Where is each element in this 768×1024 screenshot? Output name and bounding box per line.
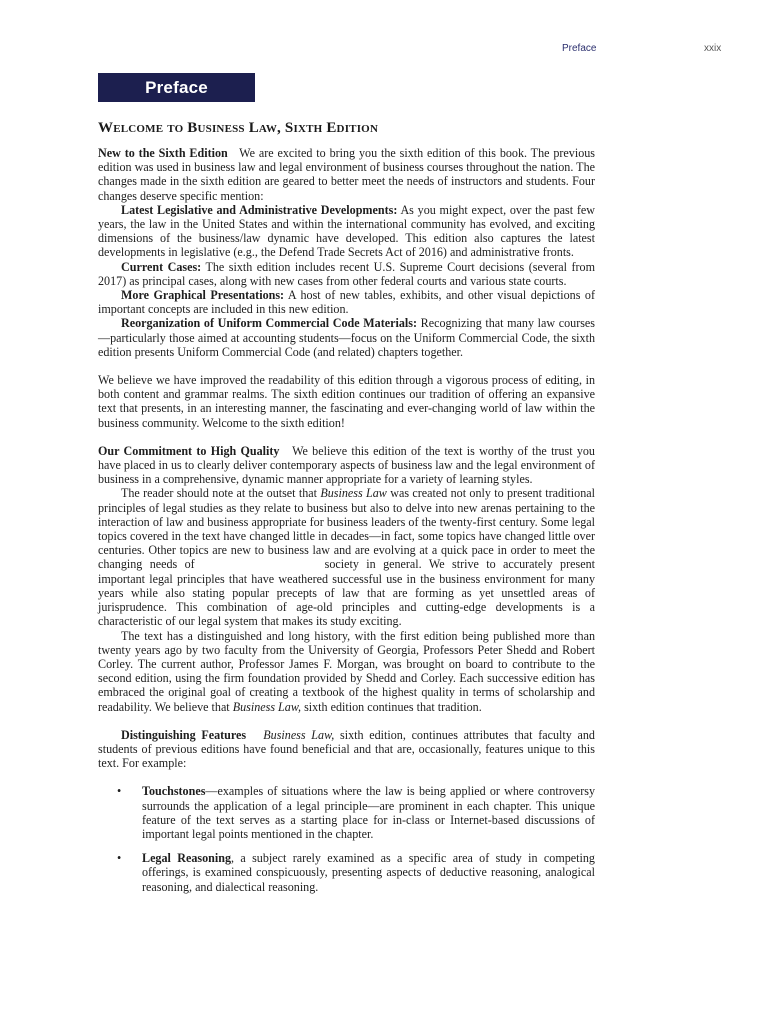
feature-item (117, 851, 595, 894)
running-head (0, 43, 768, 57)
commitment-intro (98, 444, 595, 487)
change-title: Reorganization of Uniform Commercial Code Materials: (121, 316, 417, 331)
change-text: A host of new tables, exhibits, and other visual depictions of important concepts are included in this new edition. (98, 288, 595, 317)
change-text: Recognizing that many law courses—particularly those aimed at accounting students—focus on the Uniform Commercial Code, the sixth edition presents Uniform Commercial Code (and related) chapters together. (98, 316, 596, 359)
paragraph-text: sixth edition continues that tradition. (304, 699, 482, 714)
change-title: Current Cases: (121, 259, 202, 274)
preface-body (98, 146, 595, 904)
feature-text: , a subject rarely examined as a specific area of study in competing offerings, is examined conspicuously, presenting aspects of deductive reasoning, analogical reasoning, and dialectical reasoning. (142, 851, 595, 894)
feature-term: Legal Reasoning (142, 851, 231, 866)
change-item (98, 288, 595, 316)
feature-term: Touchstones (142, 784, 206, 799)
change-title: Latest Legislative and Administrative Developments: (121, 202, 398, 217)
book-title: Business Law (320, 486, 387, 501)
new-edition-intro (98, 146, 595, 203)
feature-text: —examples of situations where the law is being applied or where controversy surrounds the application of a legal principle—are prominent in each chapter. This unique feature of the text serves as a starting place for in-class or Internet-based discussions of important legal points mentioned in the chapter. (142, 784, 595, 841)
running-head-section: Preface (562, 43, 597, 54)
paragraph-text: society in general. We strive to accurately present important legal principles that have weathered successful use in the business environment for many years while also stating popular precepts of law that are forming as yet unsettled areas of jurisprudence. This combination of age-old principles and cutting-edge developments is a characteristic of our legal system that makes its study exciting. (98, 557, 595, 629)
change-item (98, 316, 595, 359)
commitment-intro-text: We believe this edition of the text is worthy of the trust you have placed in us to clearly deliver contemporary aspects of business law and the legal environment of business in a comprehensive, dynamic manner appropriate for a variety of learning styles. (98, 443, 595, 487)
features-list (98, 784, 595, 893)
paragraph-text: The text has a distinguished and long history, with the first edition being published more than twenty years ago by two faculty from the University of Georgia, Professors Peter Shedd and Robert Corley. The current author, Professor James F. Morgan, was brought on board to contribute to the second edition, using the firm foundation provided by Shedd and Corley. Each successive edition has embraced the original goal of creating a textbook of the highest quality in terms of scholarship and readability. We believe that (98, 628, 595, 714)
preface-banner: Preface (98, 73, 255, 102)
features-intro-text: sixth edition, continues attributes that faculty and students of previous editions have found beneficial and that are, occasionally, features unique to this text. For example: (98, 727, 595, 771)
welcome-heading: Welcome to Business Law, Sixth Edition (98, 120, 379, 136)
commitment-paragraph (98, 486, 595, 628)
new-edition-closing: We believe we have improved the readability of this edition through a vigorous process of editing, in both content and grammar realms. The sixth edition continues our tradition of offering an expansive text that presents, in an interesting manner, the fascinating and ever-changing world of law within the business community. Welcome to the sixth edition! (98, 373, 595, 430)
change-title: More Graphical Presentations: (121, 288, 285, 303)
book-title: Business Law, (263, 727, 335, 742)
features-heading: Distinguishing Features (121, 727, 247, 742)
change-item (98, 260, 595, 288)
book-title: Business Law, (232, 699, 302, 714)
page-number: xxix (704, 43, 722, 54)
new-edition-heading: New to the Sixth Edition (98, 146, 228, 160)
paragraph-text: was created not only to present traditional principles of legal studies as they relate to business but also to delve into new arenas pertaining to the interaction of law and business appropriate for business leaders of the twenty-first century. Some legal topics covered in the text have changed little in decades—in fact, some topics have changed little over centuries. Other topics are new to business law and are evolving at a quick pace in order to meet the changing needs of (98, 486, 595, 572)
feature-item (117, 784, 595, 841)
features-intro (98, 728, 595, 771)
new-edition-intro-text: We are excited to bring you the sixth edition of this book. The previous edition was used in business law and legal environment of business courses throughout the nation. The changes made in the sixth edition are geared to better meet the needs of instructors and students. Four changes deserve specific mention: (98, 146, 596, 203)
bullet-icon: • (117, 851, 122, 866)
history-paragraph (98, 629, 595, 714)
bullet-icon: • (117, 784, 122, 799)
paragraph-text: The reader should note at the outset that (121, 486, 318, 501)
change-item (98, 203, 595, 260)
change-text: The sixth edition includes recent U.S. Supreme Court decisions (several from 2017) as principal cases, along with new cases from other federal courts and various state courts. (98, 259, 595, 288)
commitment-heading: Our Commitment to High Quality (98, 443, 280, 458)
change-text: As you might expect, over the past few years, the law in the United States and within the international community has evolved, and exciting dimensions of the business/law dynamic have developed. This edition also captures the latest developments in legislative (e.g., the Defend Trade Secrets Act of 2016) and administrative fronts. (98, 202, 595, 260)
